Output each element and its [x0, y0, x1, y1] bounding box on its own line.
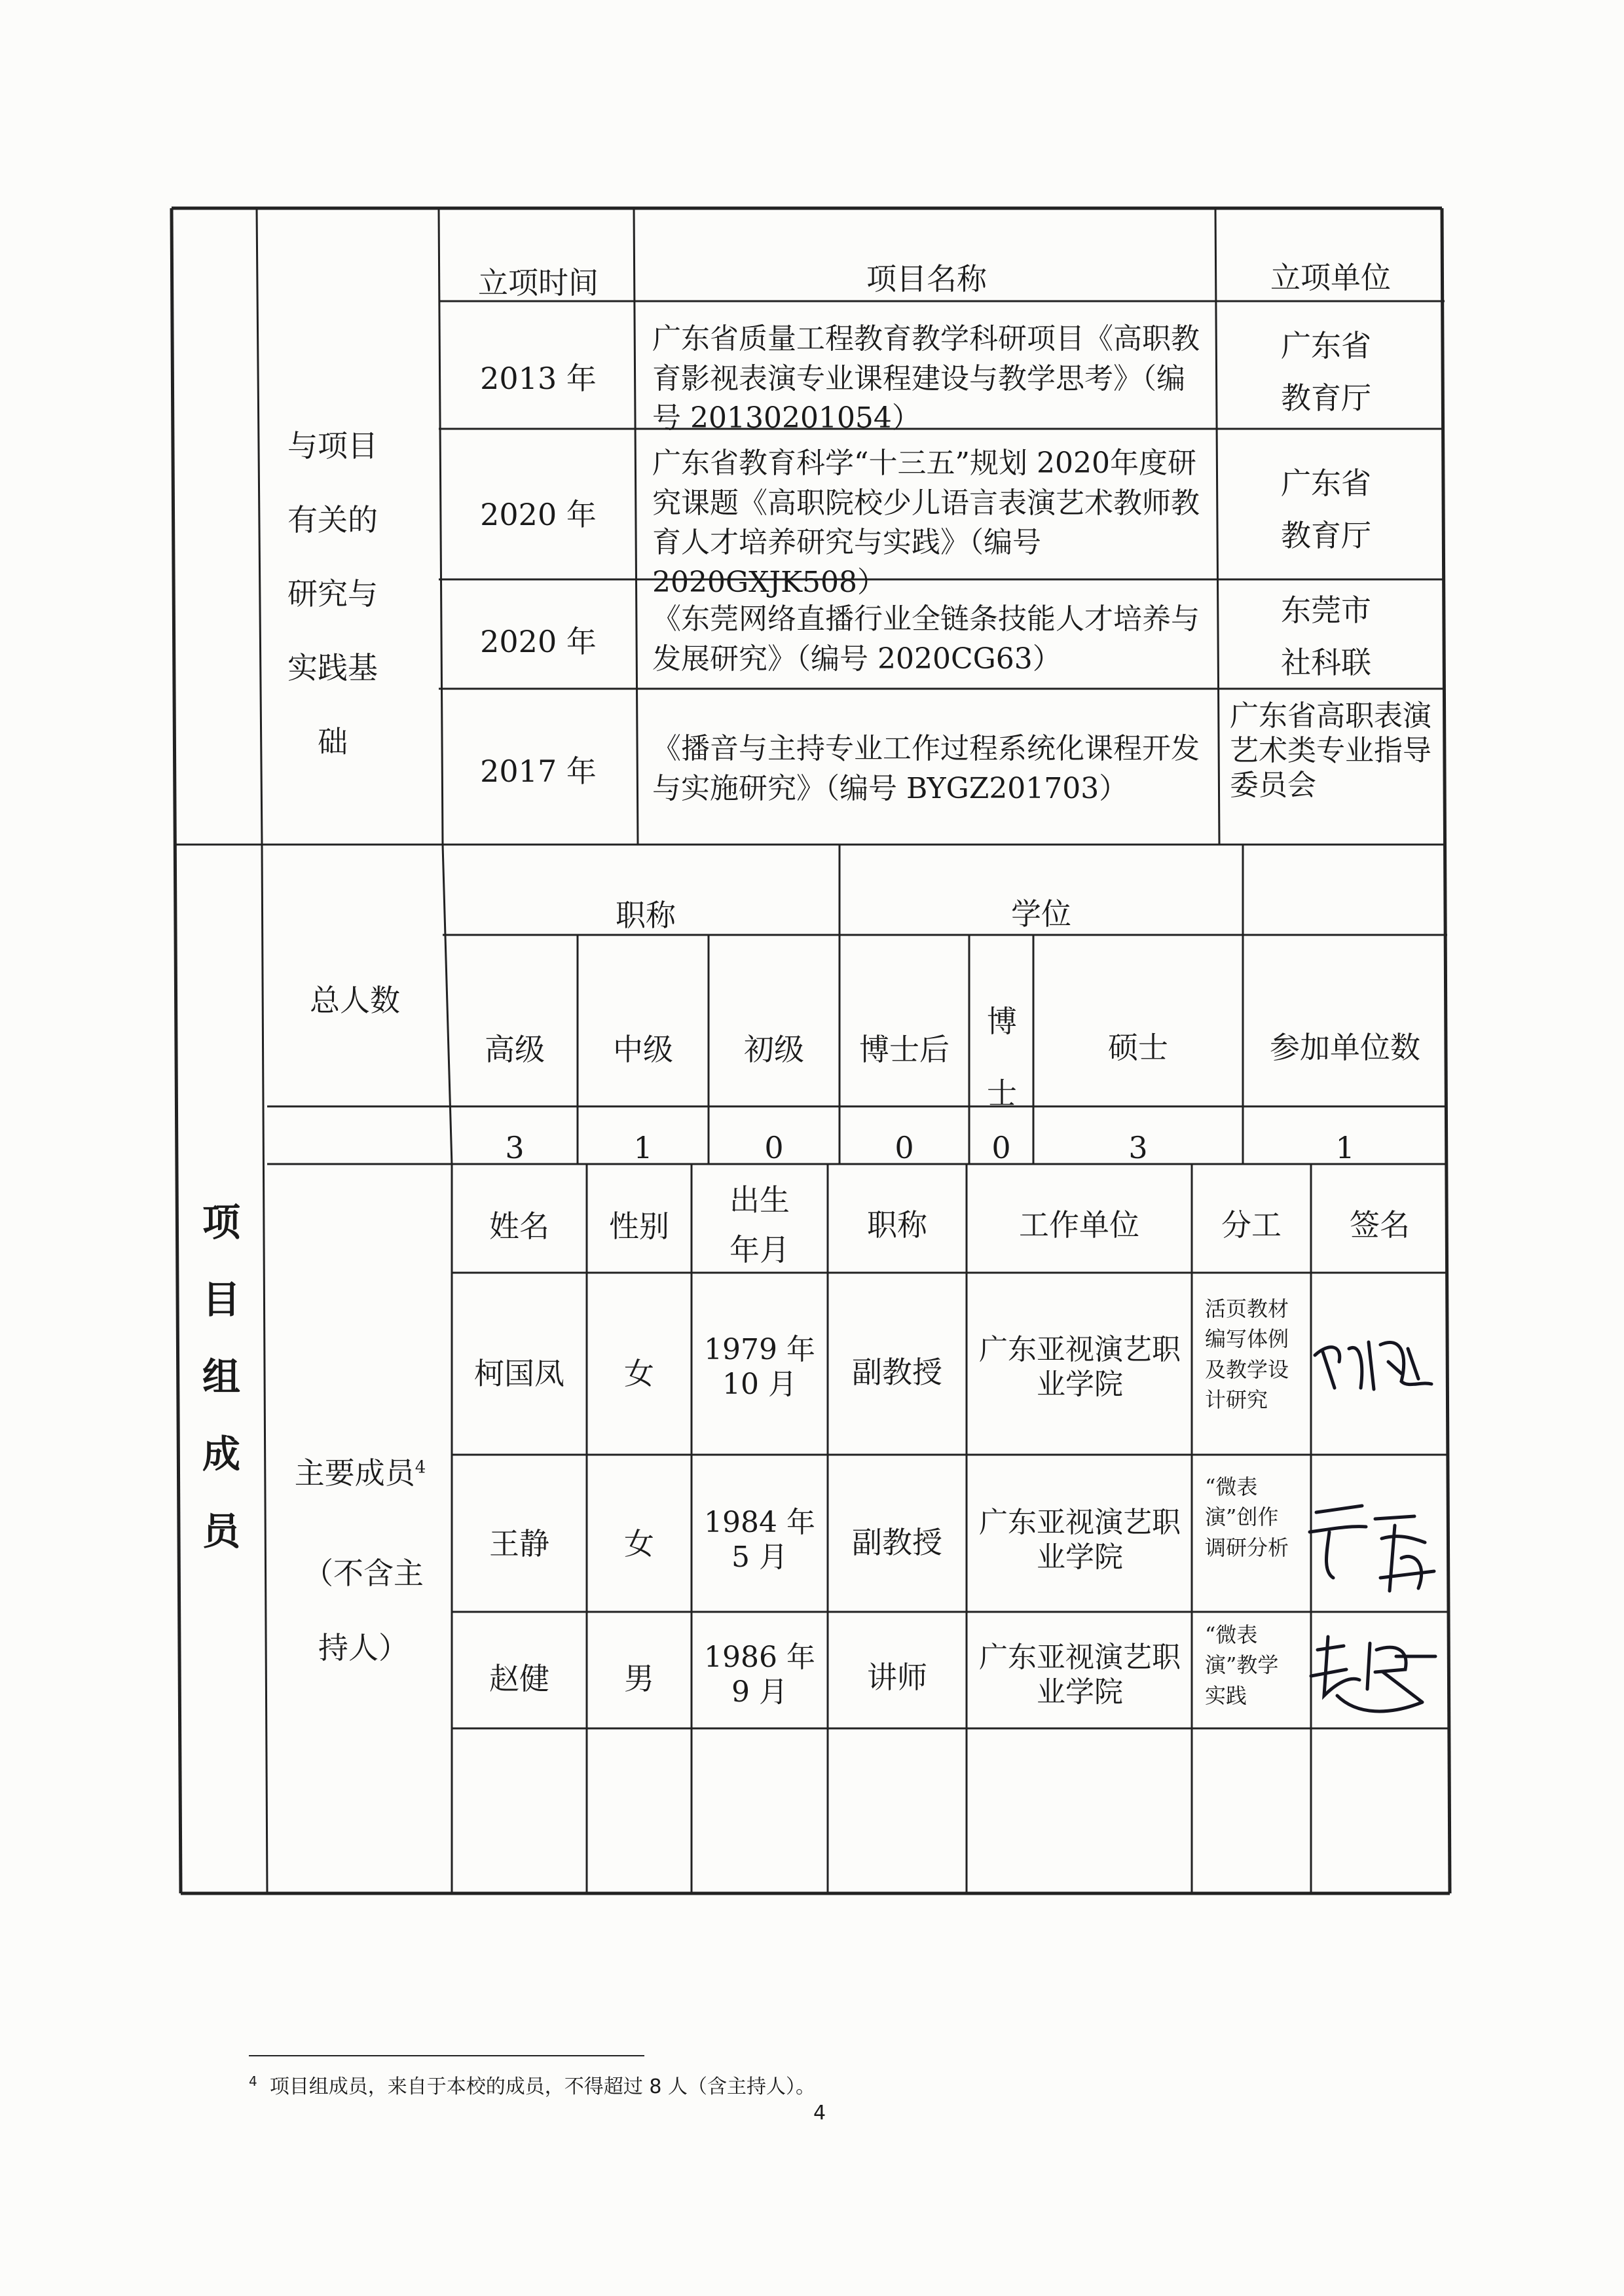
member-title: 讲师	[867, 1660, 927, 1695]
member-name: 赵健	[489, 1661, 549, 1696]
member-name: 王静	[489, 1526, 549, 1561]
member-birth: 1979 年10 月	[704, 1333, 815, 1401]
col-units: 参加单位数	[1270, 1030, 1420, 1065]
value-postdoc: 0	[895, 1130, 914, 1165]
project-year: 2020 年	[480, 497, 597, 532]
member-header-sign: 签名	[1350, 1207, 1410, 1243]
team-section-label-char: 目	[202, 1277, 240, 1322]
member-unit: 广东亚视演艺职业学院	[979, 1506, 1181, 1574]
member-header-role: 分工	[1221, 1207, 1282, 1243]
member-header-title: 职称	[867, 1207, 927, 1243]
team-section-label-char: 员	[202, 1509, 240, 1554]
members-footnote-mark: 4	[415, 1457, 426, 1478]
project-name: 《播音与主持专业工作过程系统化课程开发与实施研究》（编号 BYGZ201703）	[652, 732, 1200, 805]
footnote	[249, 2070, 815, 2099]
project-year: 2017 年	[480, 754, 597, 789]
member-role: “微表演”教学实践	[1205, 1622, 1279, 1708]
project-unit: 广东省高职表演艺术类专业指导委员会	[1230, 699, 1431, 802]
member-birth: 1986 年9 月	[704, 1641, 815, 1709]
col-phd: 博士	[987, 1004, 1017, 1111]
header-time: 立项时间	[478, 265, 599, 301]
member-name: 柯国凤	[474, 1356, 564, 1391]
member-birth: 1984 年5 月	[704, 1506, 815, 1574]
signature-image	[1298, 1617, 1449, 1722]
project-unit: 广东省教育厅	[1281, 465, 1371, 553]
member-title: 副教授	[852, 1355, 942, 1390]
col-middle: 中级	[613, 1032, 673, 1067]
member-header-unit: 工作单位	[1019, 1207, 1139, 1243]
members-note: （不含主持人）	[303, 1556, 424, 1666]
team-section-label-char: 组	[202, 1355, 240, 1399]
team-section-label	[195, 1184, 248, 1570]
member-gender: 女	[624, 1356, 654, 1391]
title-group-header: 职称	[616, 898, 676, 933]
footnote-text: 项目组成员，来自于本校的成员，不得超过 8 人（含主持人）。	[269, 2075, 815, 2098]
project-year: 2020 年	[480, 624, 597, 659]
project-year: 2013 年	[480, 361, 597, 396]
value-master: 3	[1128, 1130, 1148, 1165]
member-role: 活页教材编写体例及教学设计研究	[1205, 1296, 1289, 1413]
value-units: 1	[1335, 1130, 1355, 1165]
total-label: 总人数	[310, 983, 400, 1018]
page-number: 4	[813, 2102, 826, 2124]
signature-image	[1303, 1480, 1447, 1611]
col-senior: 高级	[485, 1032, 545, 1067]
col-postdoc: 博士后	[859, 1032, 950, 1067]
value-middle: 1	[633, 1130, 653, 1165]
member-unit: 广东亚视演艺职业学院	[979, 1641, 1181, 1709]
degree-group-header: 学位	[1011, 896, 1071, 932]
header-unit: 立项单位	[1270, 260, 1391, 295]
member-role: “微表演”创作调研分析	[1205, 1474, 1289, 1560]
member-header-birth: 出生年月	[729, 1182, 790, 1267]
project-unit: 广东省教育厅	[1281, 328, 1371, 416]
value-phd: 0	[991, 1130, 1011, 1165]
value-junior: 0	[764, 1130, 784, 1165]
signature-image	[1303, 1316, 1447, 1401]
col-junior: 初级	[744, 1032, 804, 1067]
research-row-label: 与项目有关的研究与实践基础	[287, 428, 378, 759]
value-senior: 3	[505, 1130, 525, 1165]
member-title: 副教授	[852, 1525, 942, 1560]
member-gender: 女	[624, 1526, 654, 1561]
header-project-name: 项目名称	[866, 261, 987, 297]
footnote-mark: 4	[249, 2073, 257, 2089]
members-label-text: 主要成员	[294, 1455, 415, 1491]
member-unit: 广东亚视演艺职业学院	[979, 1333, 1181, 1401]
project-name: 广东省教育科学“十三五”规划 2020年度研究课题《高职院校少儿语言表演艺术教师教育人才培养研究与实践》（编号 2020GXJK508）	[652, 446, 1200, 600]
member-header-name: 姓名	[489, 1209, 549, 1244]
team-section-label-char: 项	[202, 1200, 240, 1245]
team-section-label-char: 成	[202, 1432, 240, 1476]
project-name: 广东省质量工程教育教学科研项目《高职教育影视表演专业课程建设与教学思考》（编号 20130201054）	[652, 322, 1200, 435]
project-unit: 东莞市社科联	[1281, 592, 1371, 680]
members-label	[282, 1455, 439, 1493]
col-master: 硕士	[1108, 1030, 1168, 1065]
project-name: 《东莞网络直播行业全链条技能人才培养与发展研究》（编号 2020CG63）	[652, 602, 1200, 676]
member-header-gender: 性别	[609, 1209, 669, 1244]
member-gender: 男	[624, 1661, 654, 1696]
